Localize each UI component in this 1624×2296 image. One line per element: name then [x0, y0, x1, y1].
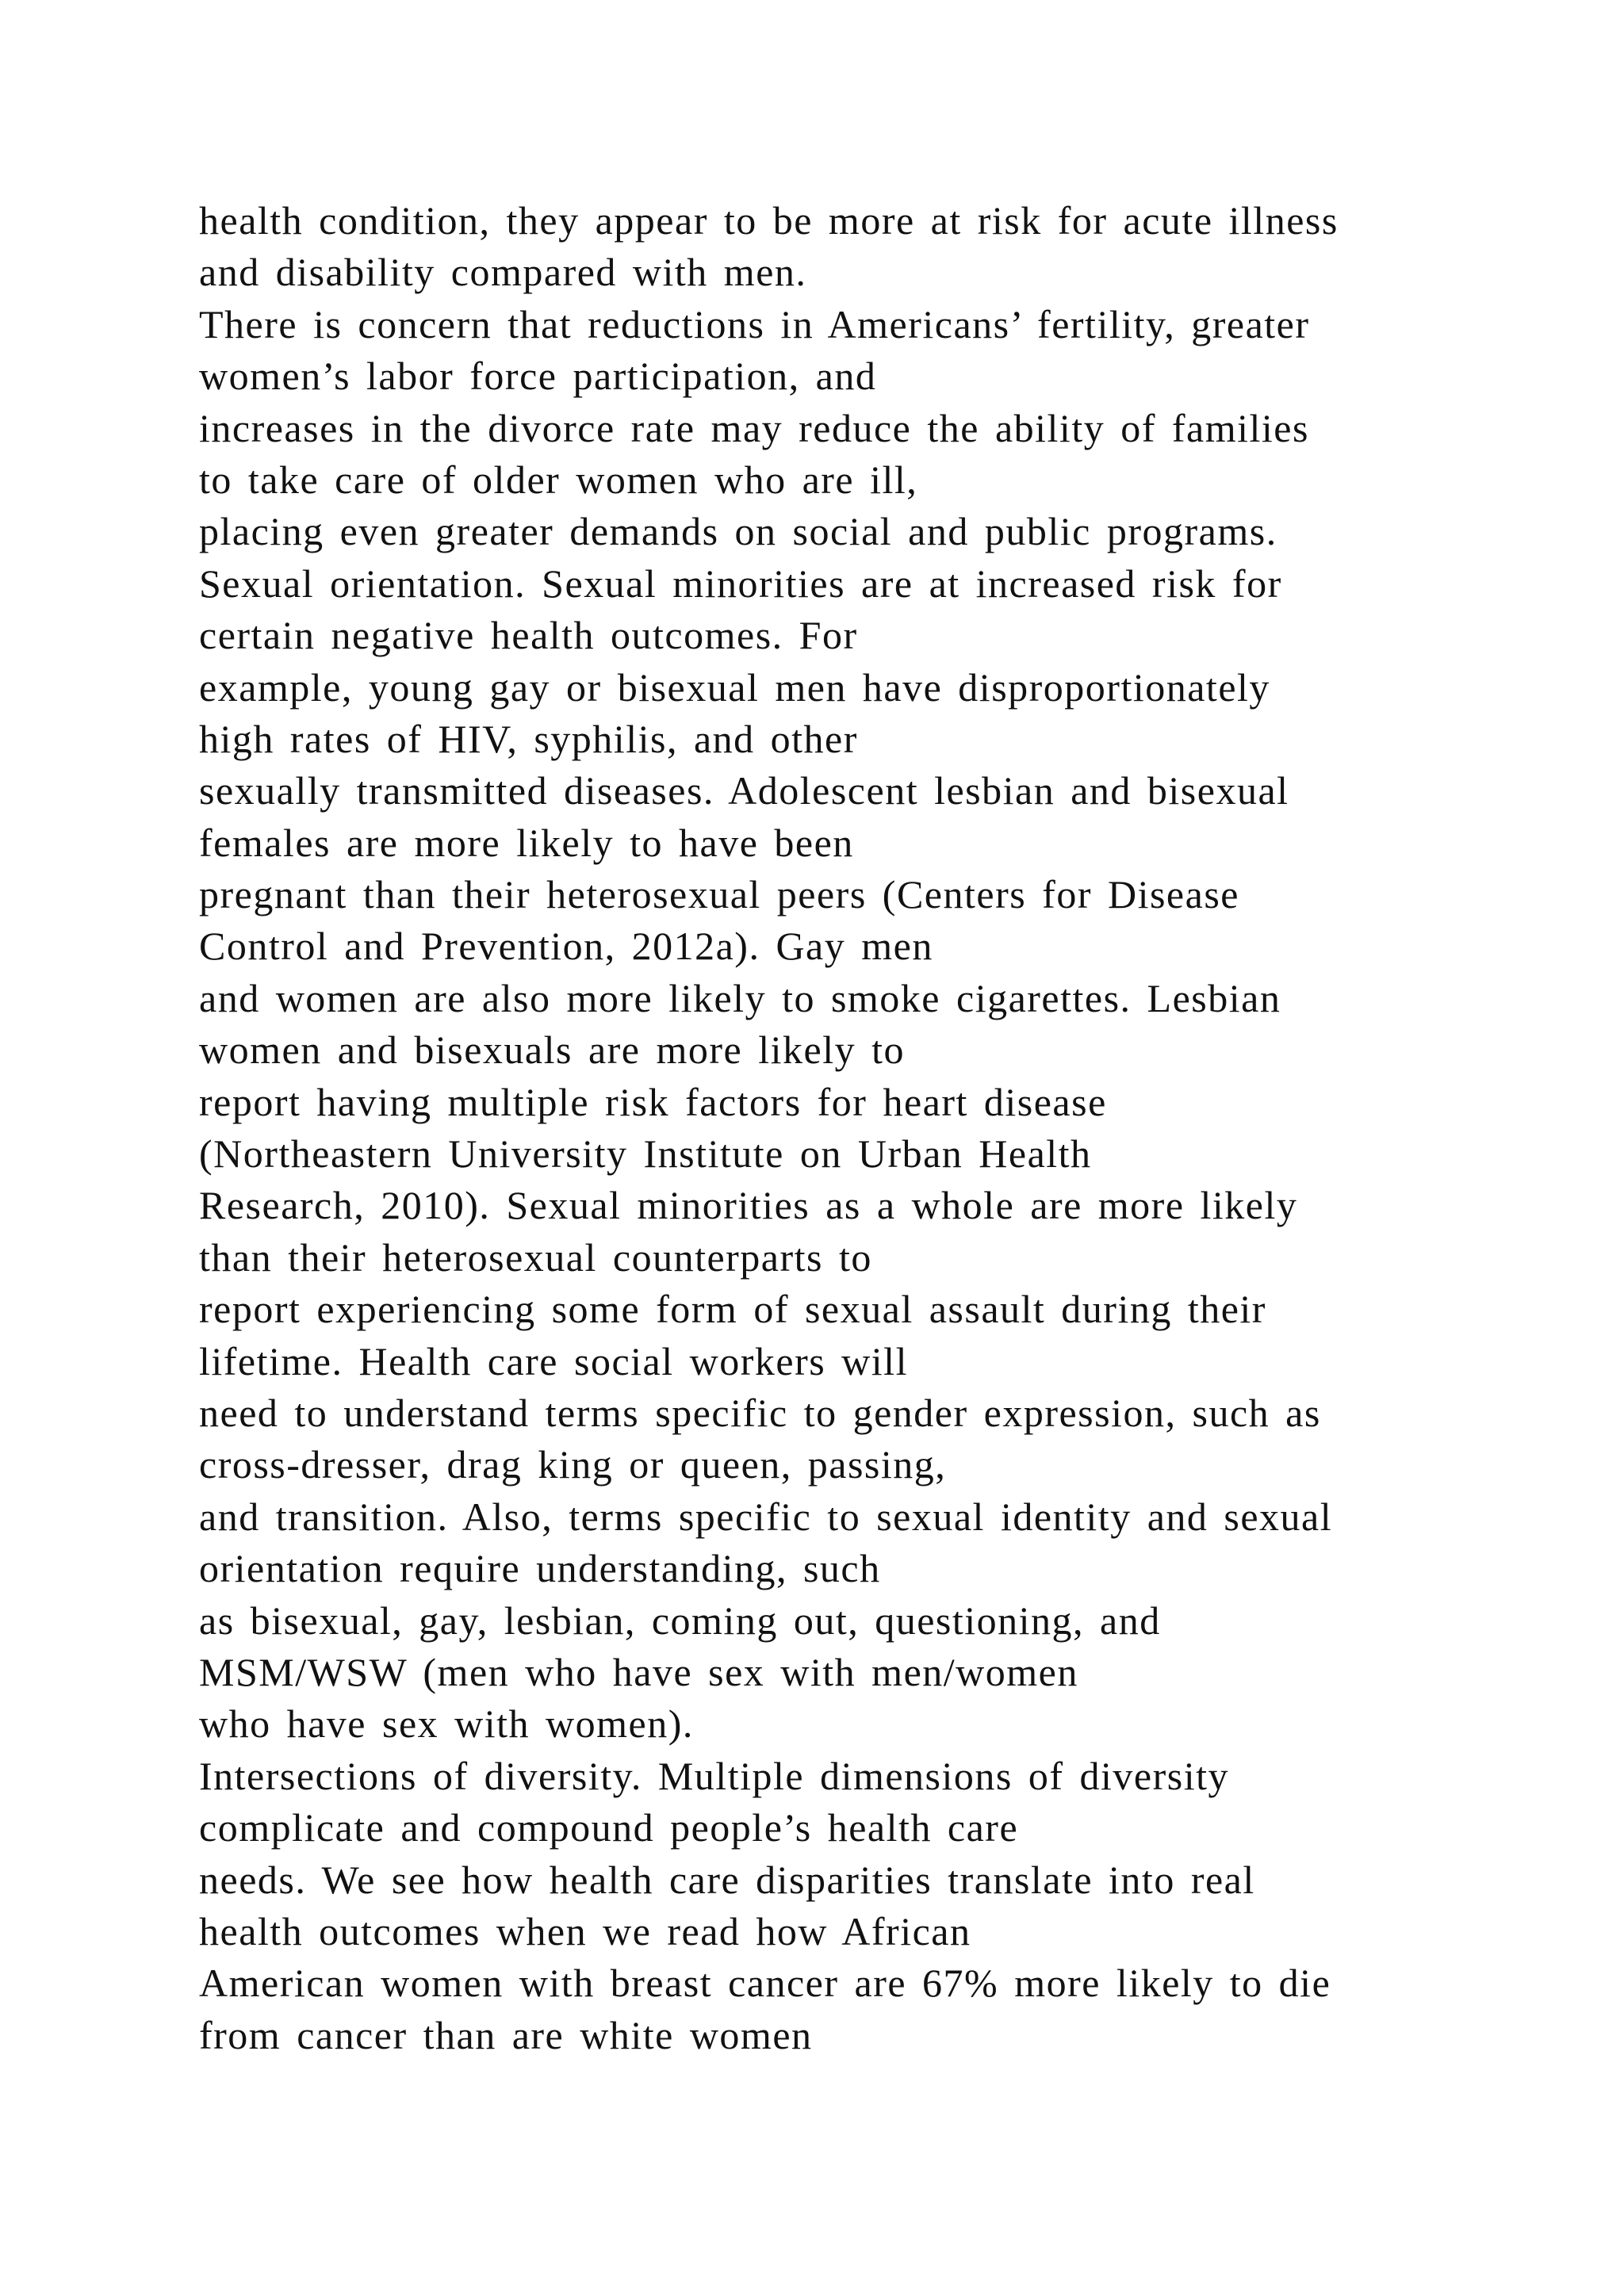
- text-line: health condition, they appear to be more at risk for acute illness: [199, 198, 1339, 243]
- text-line: women’s labor force participation, and: [199, 354, 877, 399]
- text-line: women and bisexuals are more likely to: [199, 1027, 905, 1073]
- text-line: placing even greater demands on social and public programs.: [199, 509, 1277, 554]
- text-line: lifetime. Health care social workers will: [199, 1338, 908, 1383]
- text-line: increases in the divorce rate may reduce the ability of families: [199, 405, 1309, 450]
- text-line: cross-dresser, drag king or queen, passing,: [199, 1442, 947, 1487]
- text-line: and women are also more likely to smoke cigarettes. Lesbian: [199, 975, 1281, 1020]
- text-line: example, young gay or bisexual men have disproportionately: [199, 664, 1270, 710]
- text-line: MSM/WSW (men who have sex with men/women: [199, 1649, 1078, 1694]
- text-line: from cancer than are white women: [199, 2012, 813, 2057]
- text-line: report having multiple risk factors for heart disease: [199, 1079, 1107, 1124]
- text-line: who have sex with women).: [199, 1701, 694, 1747]
- text-line: health outcomes when we read how African: [199, 1908, 971, 1954]
- text-line: There is concern that reductions in Americans’ fertility, greater: [199, 301, 1310, 346]
- text-line: high rates of HIV, syphilis, and other: [199, 716, 858, 761]
- text-line: American women with breast cancer are 67% more likely to die: [199, 1961, 1331, 2006]
- text-line: females are more likely to have been: [199, 820, 854, 865]
- text-line: and disability compared with men.: [199, 250, 807, 295]
- body-text: [199, 195, 1507, 2061]
- text-line: needs. We see how health care disparities translate into real: [199, 1857, 1255, 1902]
- text-line: sexually transmitted diseases. Adolescent lesbian and bisexual: [199, 768, 1289, 813]
- text-line: to take care of older women who are ill,: [199, 457, 918, 502]
- text-line: Research, 2010). Sexual minorities as a whole are more likely: [199, 1183, 1298, 1228]
- text-line: Sexual orientation. Sexual minorities are at increased risk for: [199, 561, 1282, 606]
- text-line: orientation require understanding, such: [199, 1546, 881, 1591]
- text-line: than their heterosexual counterparts to: [199, 1234, 872, 1280]
- text-line: and transition. Also, terms specific to sexual identity and sexual: [199, 1494, 1333, 1539]
- text-line: Control and Prevention, 2012a). Gay men: [199, 924, 933, 969]
- text-line: as bisexual, gay, lesbian, coming out, questioning, and: [199, 1598, 1161, 1643]
- text-line: Intersections of diversity. Multiple dimensions of diversity: [199, 1753, 1229, 1798]
- text-line: certain negative health outcomes. For: [199, 613, 858, 658]
- text-line: report experiencing some form of sexual assault during their: [199, 1287, 1266, 1332]
- text-line: complicate and compound people’s health care: [199, 1805, 1019, 1850]
- text-line: need to understand terms specific to gender expression, such as: [199, 1390, 1321, 1435]
- text-line: (Northeastern University Institute on Urban Health: [199, 1131, 1092, 1177]
- text-line: pregnant than their heterosexual peers (Centers for Disease: [199, 872, 1239, 917]
